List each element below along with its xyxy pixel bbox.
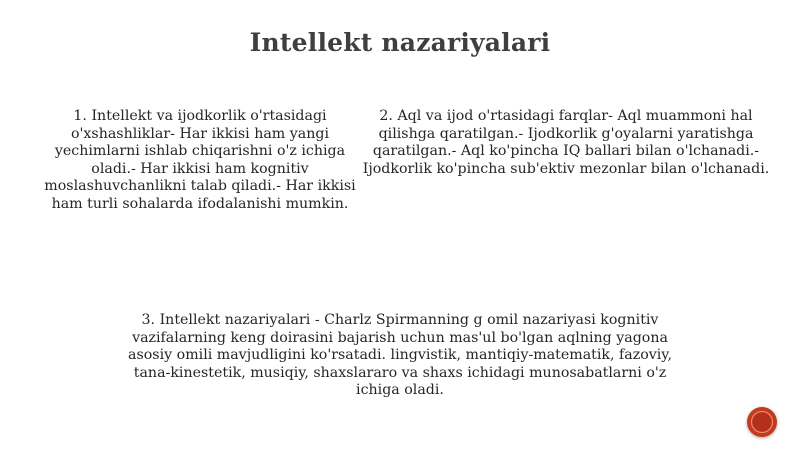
- text-block-theories: 3. Intellekt nazariyalari - Charlz Spirmanning g omil nazariyasi kognitiv vazifalarning keng doirasini bajarish uchun mas'ul bo'lgan aqlning yagona asosiy omili mavjudligini ko'rsatadi. lingvistik, mantiqiy-matematik, fazoviy, tana-kinestetik, musiqiy, shaxslararo va shaxs ichidagi munosabatlarni o'z ichiga oladi.: [128, 312, 672, 399]
- slide-title: Intellekt nazariyalari: [249, 28, 551, 57]
- text-block-similarities: 1. Intellekt va ijodkorlik o'rtasidagi o'xshashliklar- Har ikkisi ham yangi yechimlarni ishlab chiqarishni o'z ichiga oladi.- Har ikkisi ham kognitiv moslashuvchanlikni talab qiladi.- Har ikkisi ham turli sohalarda ifodalanishi mumkin.: [44, 108, 356, 212]
- slide-nav-button[interactable]: [747, 407, 777, 437]
- text-block-differences: 2. Aql va ijod o'rtasidagi farqlar- Aql muammoni hal qilishga qaratilgan.- Ijodkorlik g'oyalarni yaratishga qaratilgan.- Aql ko'pincha IQ ballari bilan o'lchanadi.- Ijodkorlik ko'pincha sub'ektiv mezonlar bilan o'lchanadi.: [362, 108, 770, 177]
- circle-nav-icon: [747, 407, 777, 437]
